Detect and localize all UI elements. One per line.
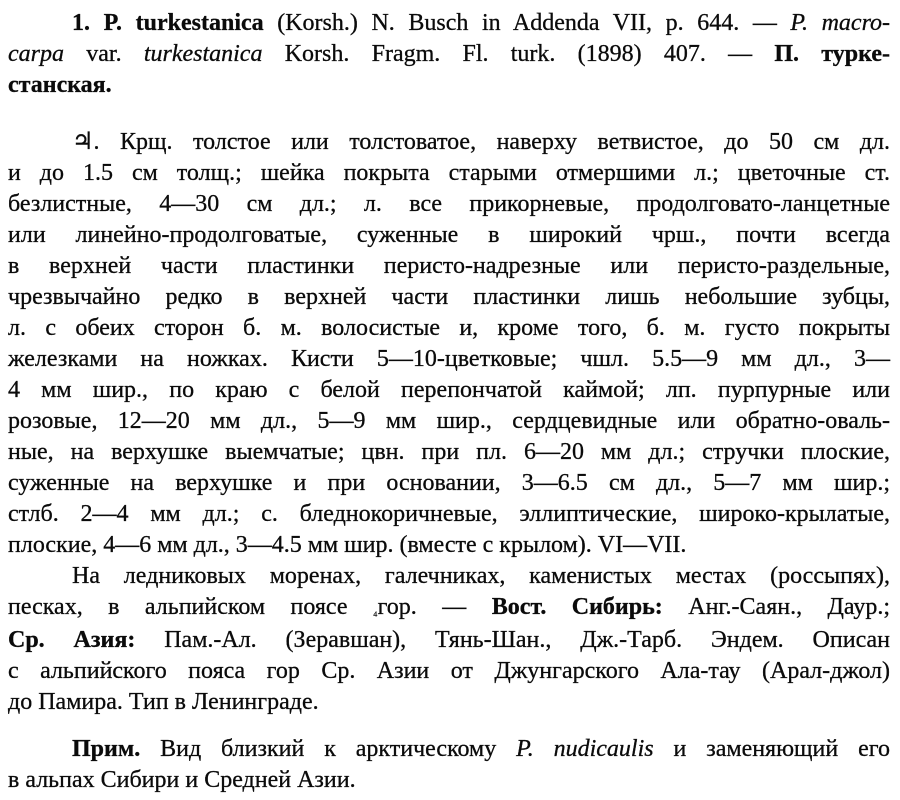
text-line xyxy=(8,70,890,101)
text-segment: 4 мм шир., по краю с белой перепончатой каймой; лп. пурпурные или xyxy=(8,377,890,403)
text-segment: в верхней части пластинки перисто-надрезные или перисто-раздельные, xyxy=(8,253,890,279)
text-line xyxy=(8,687,890,718)
page-text xyxy=(8,8,890,796)
text-segment: в альпах Сибири и Средней Азии. xyxy=(8,767,356,793)
text-segment: На ледниковых моренах, галечниках, каменистых местах (россыпях), xyxy=(72,563,890,589)
text-segment: ₄ xyxy=(372,602,378,617)
text-line xyxy=(8,189,890,220)
text-segment: плоские, 4—6 мм дл., 3—4.5 мм шир. (вместе с крылом). VI—VII. xyxy=(8,532,687,558)
text-segment: безлистные, 4—30 см дл.; л. все прикорневые, продолговато-ланцетные xyxy=(8,191,890,217)
paragraph-note xyxy=(8,734,890,796)
text-segment: песках, в альпийском поясе xyxy=(8,594,373,620)
text-segment: P. turkestanica xyxy=(103,10,264,36)
text-line xyxy=(8,313,890,344)
text-line xyxy=(8,8,890,39)
text-segment: и до 1.5 см толщ.; шейка покрыта старыми отмершими л.; цветочные ст. xyxy=(8,160,890,186)
text-segment: до Памира. Тип в Ленинграде. xyxy=(8,689,319,715)
text-line xyxy=(8,251,890,282)
text-line xyxy=(8,625,890,656)
text-segment: 1. xyxy=(72,10,104,36)
text-segment: carpa xyxy=(8,41,64,67)
text-segment: стлб. 2—4 мм дл.; с. бледнокоричневые, эллиптические, широко-крылатые, xyxy=(8,501,890,527)
text-segment: чрезвычайно редко в верхней части пластинки лишь небольшие зубцы, xyxy=(8,284,890,310)
text-segment: или линейно-продолговатые, суженные в широкий чрш., почти всегда xyxy=(8,222,890,248)
text-segment: Вид близкий к арктическому xyxy=(140,736,517,762)
text-line xyxy=(8,499,890,530)
text-line xyxy=(8,158,890,189)
text-line xyxy=(8,375,890,406)
text-segment: розовые, 12—20 мм дл., 5—9 мм шир., сердцевидные или обратно-оваль- xyxy=(8,408,890,434)
text-line xyxy=(8,530,890,561)
paragraph-habitat xyxy=(8,561,890,718)
text-segment: железками на ножках. Кисти 5—10-цветковые; чшл. 5.5—9 мм дл., 3— xyxy=(8,346,890,372)
text-segment: Прим. xyxy=(72,736,141,762)
text-segment: гор. — xyxy=(377,594,492,620)
text-segment: Пам.-Ал. (Зеравшан), Тянь-Шан., Дж.-Тарб. Эндем. Описан xyxy=(135,627,891,653)
paragraph-synonymy xyxy=(8,8,890,101)
text-line xyxy=(8,39,890,70)
text-line xyxy=(8,220,890,251)
text-line xyxy=(8,765,890,796)
text-line xyxy=(8,344,890,375)
text-segment: ные, на верхушке выемчатые; цвн. при пл. 6—20 мм дл.; стручки плоские, xyxy=(8,439,890,465)
text-line xyxy=(8,561,890,592)
text-line xyxy=(8,282,890,313)
text-segment: станская. xyxy=(8,72,112,98)
text-segment: P. nudicaulis xyxy=(516,736,654,762)
text-line xyxy=(8,468,890,499)
paragraph-description xyxy=(8,127,890,561)
text-segment: turkestanica xyxy=(143,41,263,67)
text-line xyxy=(8,127,890,158)
text-segment: П. турке- xyxy=(774,41,890,67)
text-line xyxy=(8,437,890,468)
text-line xyxy=(8,406,890,437)
text-segment: ♃. Крщ. толстое или толстоватое, наверху ветвистое, до 50 см дл. xyxy=(72,129,890,155)
text-segment: Анг.-Саян., Даур.; xyxy=(662,594,890,620)
text-line xyxy=(8,734,890,765)
text-line xyxy=(8,592,890,625)
text-segment: var. xyxy=(64,41,144,67)
text-segment: Вост. Сибирь: xyxy=(491,594,663,620)
text-segment: (Korsh.) N. Busch in Addenda VII, p. 644. — xyxy=(263,10,791,36)
text-segment: Korsh. Fragm. Fl. turk. (1898) 407. — xyxy=(262,41,775,67)
text-segment: с альпийского пояса гор Ср. Азии от Джунгарского Ала-тау (Арал-джол) xyxy=(8,658,890,684)
text-segment: P. macro- xyxy=(790,10,891,36)
text-segment: суженные на верхушке и при основании, 3—6.5 см дл., 5—7 мм шир.; xyxy=(8,470,890,496)
text-segment: Ср. Азия: xyxy=(8,627,136,653)
text-line xyxy=(8,656,890,687)
text-segment: л. с обеих сторон б. м. волосистые и, кроме того, б. м. густо покрыты xyxy=(8,315,890,341)
text-segment: и заменяющий его xyxy=(653,736,890,762)
